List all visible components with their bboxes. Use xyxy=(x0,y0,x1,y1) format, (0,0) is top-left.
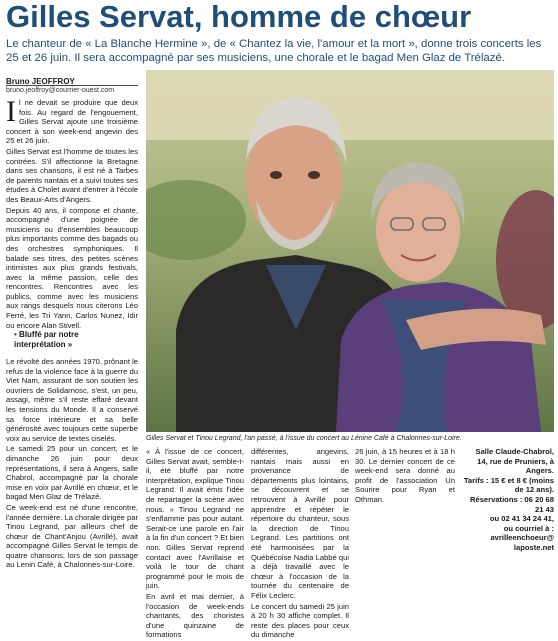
paragraph: différentes, angevins, nantais mais aussi en provenance de départements plus lointains, se découvrent et se retrouvent à Avrillé pour apprendre et répéter le répertoire du chanteur, sous la direction de Tinou Legrand. Les partitions ont été harmonisées par la Québécoise Nadia Labbé qui a déjà travaillé avec le chœur à l'occasion de la tournée du centenaire de Félix Leclerc. xyxy=(251,447,349,600)
info-email-2[interactable]: laposte.net xyxy=(513,542,554,552)
info-phone-2[interactable]: ou 02 41 34 24 41, xyxy=(489,514,554,524)
paragraph: Ce week-end est né d'une rencontre, l'année dernière. La chorale dirigée par Tinou Legrand, par ailleurs chef de chœur de Chant'Anjou (Avrillé), avait accompagné Gilles Servat le temps de quatre chansons, lors de son passage au Lenin Café, à Chalonnes-sur-Loire. xyxy=(6,502,138,570)
info-venue: Salle Claude-Chabrol, xyxy=(475,447,554,456)
info-phone-1[interactable]: Réservations : 06 20 68 21 43 xyxy=(469,494,554,514)
info-email-1[interactable]: ou courriel à : avrilleenchoeur@ xyxy=(490,523,554,543)
lede: Le chanteur de « La Blanche Hermine », de « Chantez la vie, l'amour et la mort », donne trois concerts les 25 et 26 juin. Il sera accompagné par ses musiciens, une chorale et le bagad Men Glaz de Trélazé. xyxy=(6,38,542,64)
paragraph: Depuis 40 ans, il compose et chante, accompagné d'une poignée de musiciens ou d'ensembles beaucoup plus importants comme des bagads ou des orchestres symphoniques. Il balade ses titres, des petites scènes intimistes aux plus grands festivals, avec la même passion, celle des rencontres. Rencontres avec les publics, comme avec les musiciens aux rangs desquels nous citerons Léo Ferré, les Tri Yann, Carlos Nunez, Idir ou encore Alan Stivell. xyxy=(6,205,138,330)
subhead-text: Bluffé par notre interprétation » xyxy=(14,330,79,349)
subhead xyxy=(14,330,130,349)
paragraph: Gilles Servat est l'homme de toutes les contrées. S'il affectionne la Bretagne dans ses chansons, il est né à Tarbes de parents nantais et a suivi toutes ses études à Cholet avant d'entrer à l'école des Beaux-Arts d'Angers. xyxy=(6,146,138,204)
paragraph: « À l'issue de ce concert, Gilles Servat avait, semble-t-il, été bluffé par notre interprétation, explique Tinou Legrand. Il avait émis l'idée de repartager la scène avec nous. » Tinou Legrand ne s'enflamme pas pour autant. Serait-ce une parole en l'air à la fin d'un concert ? Et bien non. Gilles Servat reprend contact avec l'Avrillaise et voilà le tour de chant programmé pour le mois de juin. xyxy=(146,447,244,591)
subhead-bullet: • xyxy=(14,330,17,339)
paragraph: En avril et mai dernier, à l'occasion de week-ends chantants, des choristes d'une quinzaine de formations xyxy=(146,591,244,640)
column-2 xyxy=(146,447,244,641)
practical-info xyxy=(461,447,554,553)
paragraph: 26 juin, à 15 heures et à 18 h 30. Le dernier concert de ce week-end sera donné au profit de l'association Un Sourire pour Ryan et Othman. xyxy=(355,447,455,504)
column-5-info xyxy=(461,447,554,553)
headline: Gilles Servat, homme de chœur xyxy=(6,0,472,34)
paragraph: Le samedi 25 pour un concert, et le dimanche 26 juin pour deux représentations, il sera à Angers, salle Chabrol, accompagné par la chorale mise en voix par Avrillé en chœur, et le bagad Men Glaz de Trélazé. xyxy=(6,444,138,502)
info-prices: Tarifs : 15 € et 8 € (moins de 12 ans). xyxy=(463,475,554,495)
column-3 xyxy=(251,447,349,641)
paragraph: Le révolté des années 1970, prônant le refus de la violence face à la guerre du Viet Nam, assurant de son soutien les ouvriers de Solidarnosc, s'est, un peu, assagi, même s'il reste effaré devant les tensions du Monde. Il a conservé sa force intérieure et sa belle générosité avec toujours cette superbe voix au service de textes ciselés. xyxy=(6,357,138,443)
drop-cap: I xyxy=(6,95,16,128)
info-address: 14, rue de Pruniers, à Angers. xyxy=(477,456,554,476)
byline-email[interactable]: bruno.jeoffroy@courrier-ouest.com xyxy=(6,87,115,94)
article-photo xyxy=(146,70,554,432)
byline-author: Bruno JEOFFROY xyxy=(6,77,75,86)
photo-illustration xyxy=(146,70,554,432)
column-4 xyxy=(355,447,455,506)
paragraph: l ne devait se produire que deux fois. Au regard de l'engouement, Gilles Servat ajoute une troisième concert à son week-end angevin des 25 et 26 juin. xyxy=(6,98,138,146)
column-1-bottom xyxy=(6,357,138,571)
byline-rule xyxy=(6,85,138,86)
paragraph: Le concert du samedi 25 juin à 20 h 30 affiche complet. Il reste des places pour ceux du dimanche xyxy=(251,601,349,640)
column-1-top xyxy=(6,95,138,331)
photo-caption: Gilles Servat et Tinou Legrand, l'an passé, à l'issue du concert au Lénine Café à Chalonnes-sur-Loire. xyxy=(146,435,462,442)
